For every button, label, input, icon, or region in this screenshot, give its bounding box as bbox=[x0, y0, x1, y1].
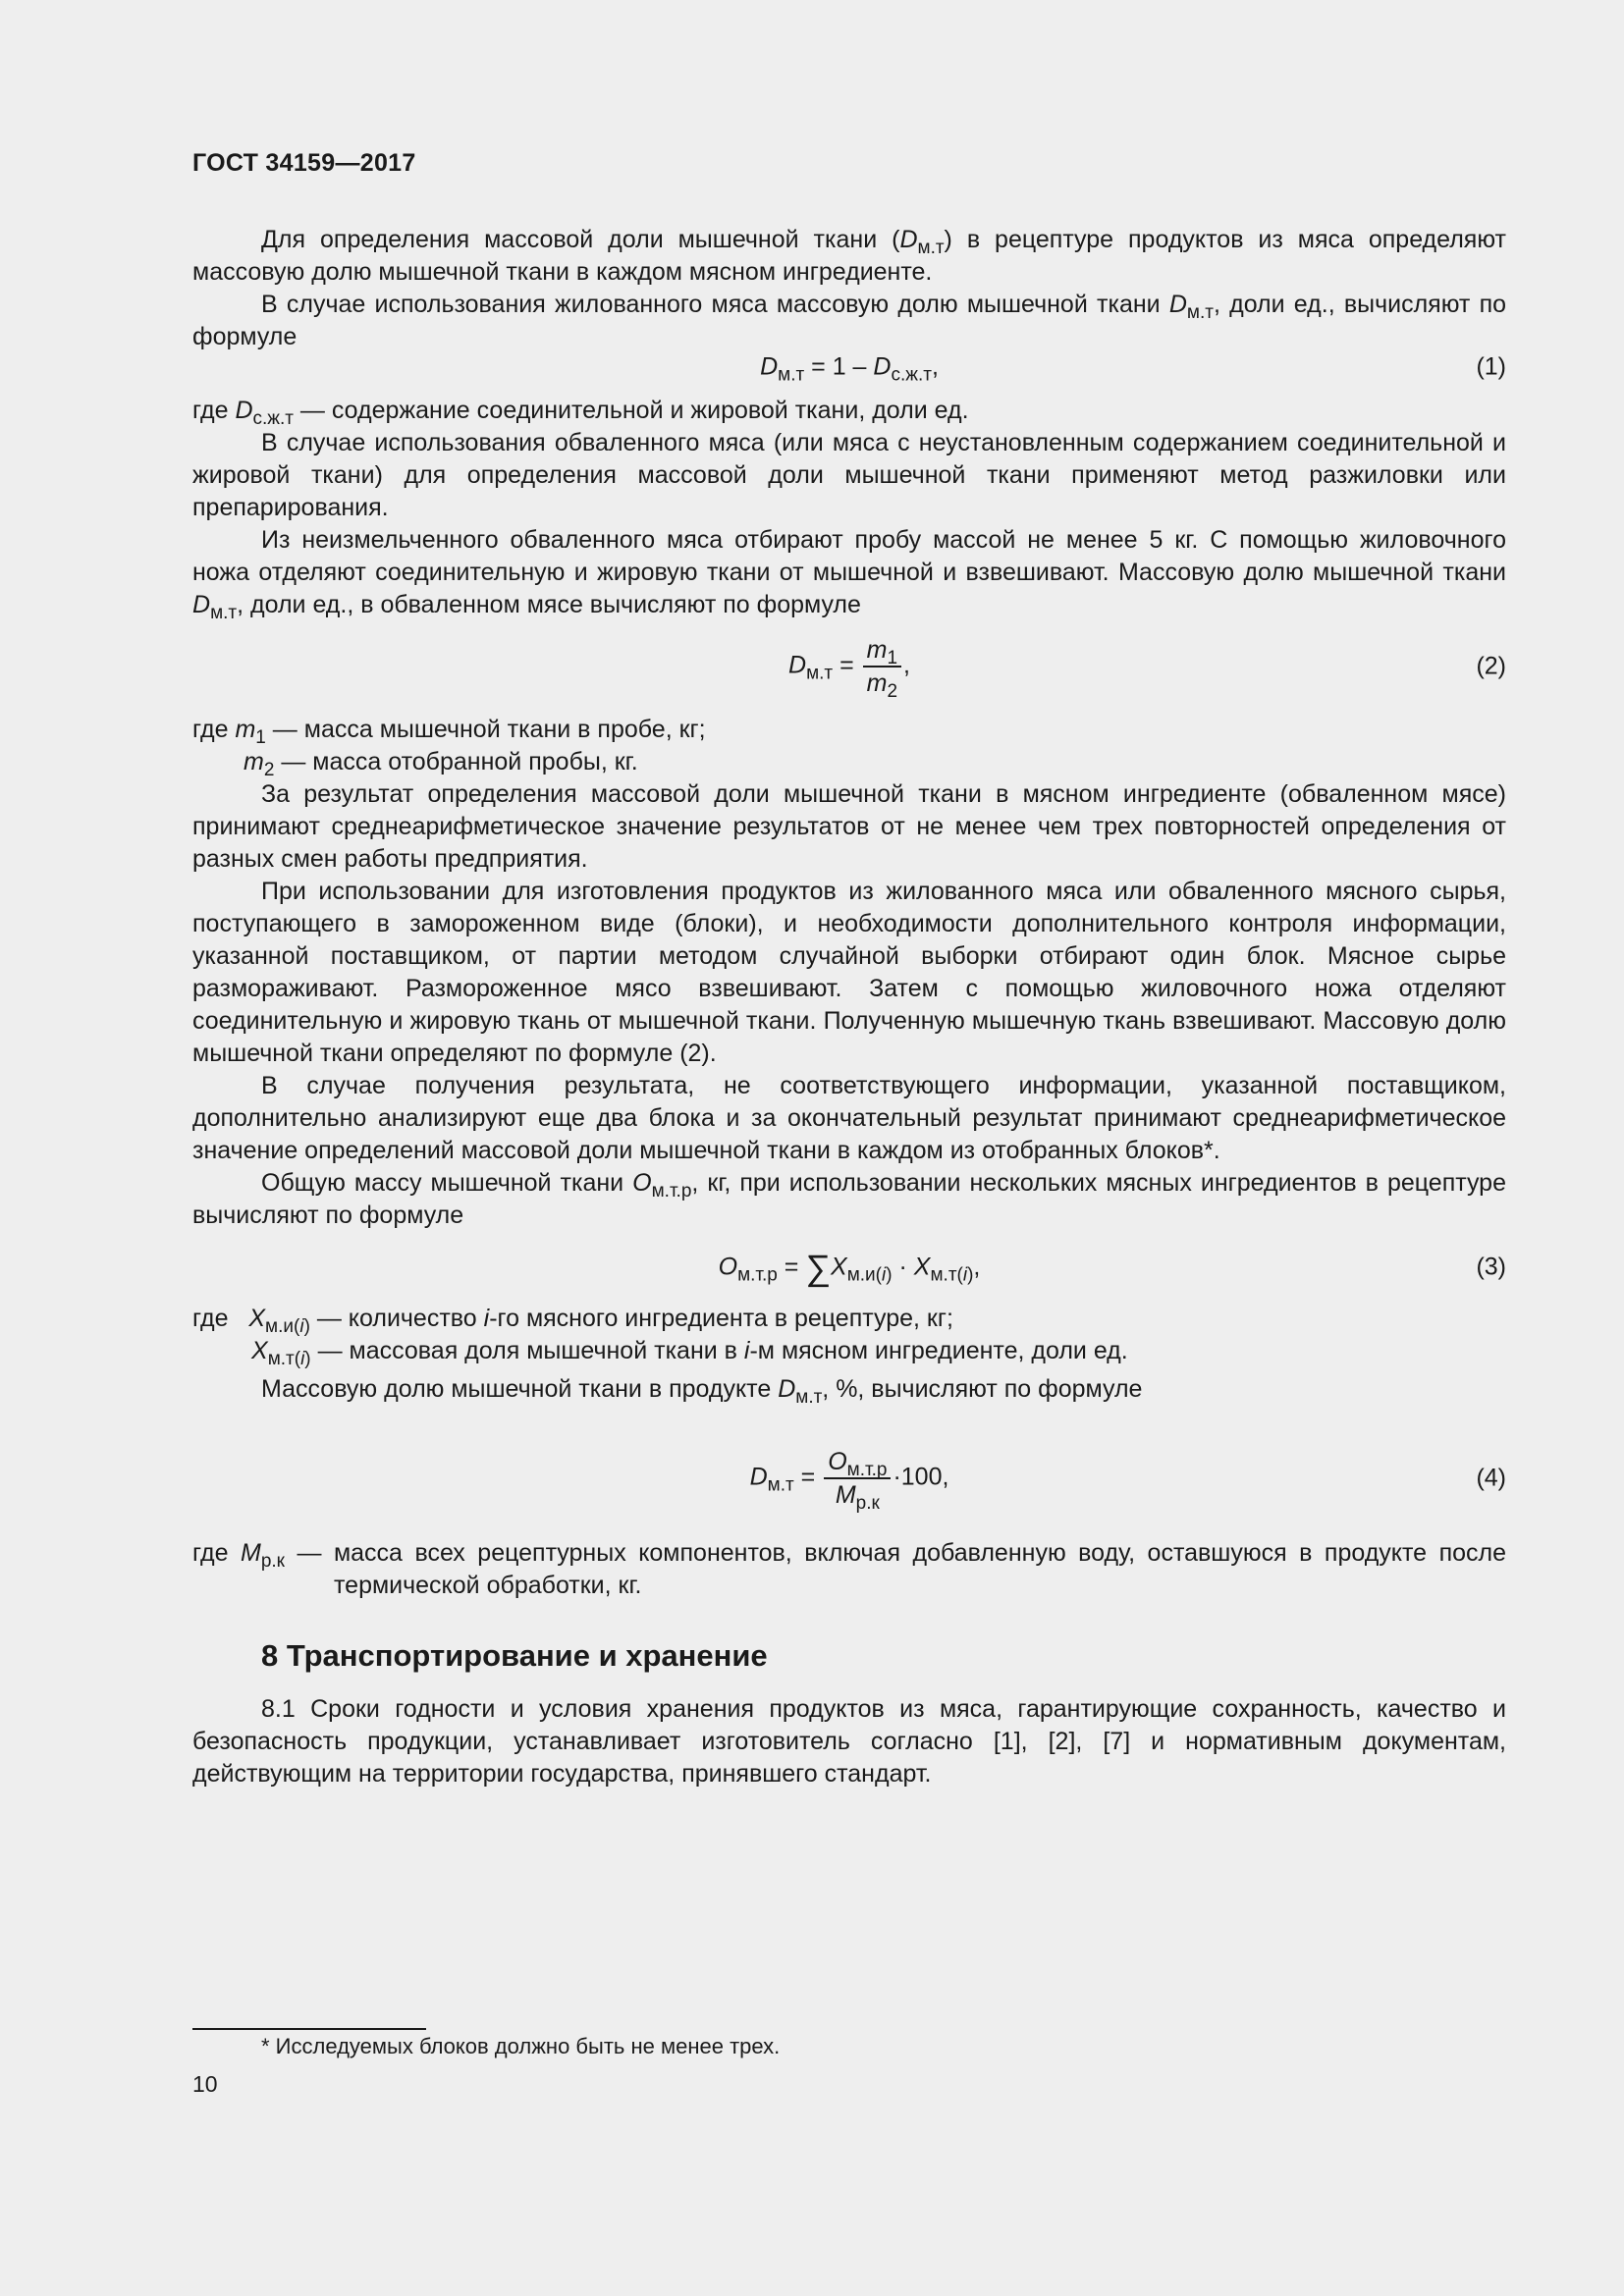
formula-3-number: (3) bbox=[1476, 1253, 1506, 1281]
text: , bbox=[931, 352, 939, 381]
text: ) bbox=[967, 1264, 974, 1286]
page-number: 10 bbox=[192, 2071, 218, 2097]
subscript bbox=[847, 1265, 893, 1286]
where-2-line-1 bbox=[192, 714, 1506, 746]
symbol: m bbox=[866, 636, 888, 664]
subscript: 2 bbox=[887, 681, 898, 702]
text: Для определения массовой доли мышечной ткани ( bbox=[261, 226, 900, 253]
symbol: M bbox=[835, 1481, 856, 1509]
subscript: м.т bbox=[778, 364, 805, 386]
where-4 bbox=[192, 1537, 1506, 1602]
symbol: X bbox=[831, 1253, 847, 1281]
symbol: D bbox=[760, 352, 779, 381]
symbol: i bbox=[962, 1264, 968, 1286]
paragraph-2 bbox=[192, 289, 1506, 353]
text: — масса мышечной ткани в пробе, кг; bbox=[265, 716, 706, 743]
subscript: м.т.р bbox=[651, 1181, 692, 1201]
paragraph-7: В случае получения результата, не соответствующего информации, указанной поставщиком, дополнительно анализируют еще два блока и за окончательный результат принимают среднеарифметическое значение определений массовой доли мышечной ткани в каждом из отобранных блоков*. bbox=[192, 1072, 1506, 1164]
where-3-line-1 bbox=[192, 1303, 1506, 1335]
subscript bbox=[265, 1316, 310, 1337]
text: · bbox=[892, 1253, 914, 1281]
text: где bbox=[192, 1305, 229, 1332]
subscript: м.т bbox=[1186, 302, 1214, 323]
text: м.т( bbox=[267, 1349, 301, 1369]
subscript: 1 bbox=[255, 727, 266, 748]
subscript: м.т bbox=[795, 1387, 823, 1408]
symbol: D bbox=[1168, 291, 1187, 318]
subscript: м.т bbox=[917, 238, 945, 258]
text: — масса всех рецептурных компонентов, включая добавленную воду, оставшуюся в продукте после термической обработки, кг. bbox=[284, 1539, 1507, 1599]
subscript: с.ж.т bbox=[891, 364, 932, 386]
symbol: D bbox=[778, 1375, 796, 1403]
document-body bbox=[192, 224, 1506, 1790]
footnote: * Исследуемых блоков должно быть не менее трех. bbox=[261, 2034, 781, 2058]
formula-1 bbox=[192, 347, 1506, 387]
section-heading: 8 Транспортирование и хранение bbox=[261, 1638, 768, 1673]
where-2 bbox=[192, 714, 1506, 778]
text: Из неизмельченного обваленного мяса отбирают пробу массой не менее 5 кг. С помощью жиловочного ножа отделяют соединительную и жировую ткани от мышечной и взвешивают. Массовую долю мышечной ткани bbox=[192, 526, 1506, 586]
symbol: i bbox=[299, 1316, 304, 1337]
sum-symbol: ∑ bbox=[805, 1247, 832, 1288]
denominator bbox=[863, 667, 901, 702]
text: , %, вычисляют по формуле bbox=[822, 1375, 1143, 1403]
symbol: M bbox=[240, 1539, 261, 1567]
subscript: с.ж.т bbox=[252, 408, 294, 429]
formula-4-number: (4) bbox=[1476, 1464, 1506, 1492]
subscript bbox=[930, 1265, 973, 1286]
text: — количество bbox=[309, 1305, 484, 1332]
symbol: O bbox=[632, 1169, 652, 1197]
symbol: m bbox=[866, 669, 888, 697]
where-1 bbox=[192, 395, 1506, 427]
text: где bbox=[192, 1539, 241, 1567]
symbol: i bbox=[483, 1305, 490, 1332]
fraction bbox=[824, 1448, 891, 1514]
formula-3-body bbox=[192, 1247, 1506, 1288]
subscript: р.к bbox=[260, 1551, 285, 1572]
text: ) bbox=[886, 1264, 893, 1286]
text: -м мясном ингредиенте, доли ед. bbox=[749, 1337, 1128, 1364]
text: м.и( bbox=[265, 1316, 300, 1337]
symbol: i bbox=[743, 1337, 750, 1364]
paragraph-3: В случае использования обваленного мяса (или мяса с неустановленным содержанием соединительной и жировой ткани) для определения массовой доли мышечной ткани применяют метод разжиловки или препарирования. bbox=[192, 429, 1506, 521]
symbol: D bbox=[899, 226, 918, 253]
symbol: X bbox=[251, 1337, 268, 1364]
symbol: m bbox=[235, 716, 256, 743]
text: = bbox=[793, 1463, 823, 1491]
symbol: O bbox=[828, 1448, 847, 1475]
footnote-divider bbox=[192, 2028, 426, 2030]
numerator bbox=[863, 636, 901, 667]
denominator bbox=[824, 1479, 891, 1514]
text: -го мясного ингредиента в рецептуре, кг; bbox=[489, 1305, 953, 1332]
subscript: 2 bbox=[263, 760, 275, 780]
where-3-line-2 bbox=[192, 1335, 1506, 1367]
fraction bbox=[863, 636, 901, 702]
subscript: м.т.р bbox=[846, 1460, 888, 1480]
formula-1-body bbox=[192, 351, 1506, 384]
text: — содержание соединительной и жировой ткани, доли ед. bbox=[293, 397, 969, 424]
subscript: м.т bbox=[767, 1474, 794, 1496]
text: где bbox=[192, 716, 229, 743]
formula-2-number: (2) bbox=[1476, 652, 1506, 680]
paragraph-4 bbox=[192, 524, 1506, 621]
formula-4-body bbox=[192, 1448, 1506, 1514]
formula-1-number: (1) bbox=[1476, 352, 1506, 381]
symbol: X bbox=[248, 1305, 266, 1332]
subscript: м.т.р bbox=[737, 1264, 778, 1286]
text: ·100, bbox=[893, 1463, 949, 1491]
text: — массовая доля мышечной ткани в bbox=[310, 1337, 744, 1364]
symbol: O bbox=[718, 1253, 738, 1281]
symbol: i bbox=[300, 1349, 305, 1369]
text: = 1 – bbox=[804, 352, 874, 381]
subscript: м.т bbox=[806, 663, 834, 684]
paragraph-6: При использовании для изготовления продуктов из жилованного мяса или обваленного мясного сырья, поступающего в замороженном виде (блоки), и необходимости дополнительного контроля информации, указанной поставщиком, от партии методом случайной выборки отбирают один блок. Мясное сырье размораживают. Размороженное мясо взвешивают. Затем с помощью жиловочного ножа отделяют соединительную и жировую ткань от мышечной ткани. Полученную мышечную ткань взвешивают. Массовую долю мышечной ткани определяют по формуле (2). bbox=[192, 878, 1506, 1067]
text: м.т( bbox=[930, 1264, 963, 1286]
formula-2-body bbox=[192, 636, 1506, 702]
subscript: р.к bbox=[855, 1493, 880, 1514]
text: Общую массу мышечной ткани bbox=[261, 1169, 633, 1197]
text: , доли ед., вычисляют по формуле bbox=[192, 291, 1507, 350]
where-3 bbox=[192, 1303, 1506, 1367]
text: В случае использования жилованного мяса массовую долю мышечной ткани bbox=[261, 291, 1169, 318]
symbol: X bbox=[913, 1253, 931, 1281]
text: , bbox=[973, 1253, 981, 1281]
where-2-line-2 bbox=[192, 746, 1506, 778]
symbol: D bbox=[192, 591, 211, 618]
symbol: D bbox=[749, 1463, 768, 1491]
text: = bbox=[833, 651, 861, 679]
text: , bbox=[903, 651, 910, 679]
symbol: D bbox=[788, 651, 807, 679]
formula-2 bbox=[192, 627, 1506, 706]
text: где bbox=[192, 397, 236, 424]
text: , доли ед., в обваленном мясе вычисляют по формуле bbox=[237, 591, 861, 618]
paragraph-10: 8.1 Сроки годности и условия хранения продуктов из мяса, гарантирующие сохранность, качество и безопасность продукции, устанавливает изготовитель согласно [1], [2], [7] и нормативным документам, действующим на территории государства, принявшего стандарт. bbox=[192, 1695, 1506, 1788]
text: , кг, при использовании нескольких мясных ингредиентов в рецептуре вычисляют по формуле bbox=[192, 1169, 1506, 1229]
symbol: i bbox=[882, 1264, 887, 1286]
numerator bbox=[824, 1448, 891, 1479]
symbol: D bbox=[873, 352, 892, 381]
text: м.и( bbox=[846, 1264, 883, 1286]
document-header: ГОСТ 34159—2017 bbox=[192, 149, 416, 177]
text: Массовую долю мышечной ткани в продукте bbox=[261, 1375, 779, 1403]
paragraph-9 bbox=[192, 1373, 1506, 1406]
paragraph-1 bbox=[192, 224, 1506, 289]
symbol: D bbox=[235, 397, 253, 424]
paragraph-5: За результат определения массовой доли мышечной ткани в мясном ингредиенте (обваленном мясе) принимают среднеарифметическое значение результатов от не менее чем трех повторностей определения от разных смен работы предприятия. bbox=[192, 780, 1506, 873]
formula-3 bbox=[192, 1236, 1506, 1299]
text: ) bbox=[304, 1349, 311, 1369]
paragraph-8 bbox=[192, 1167, 1506, 1232]
symbol: m bbox=[244, 748, 264, 775]
text: ) в рецептуре продуктов из мяса определяют массовую долю мышечной ткани в каждом мясном ингредиенте. bbox=[192, 226, 1506, 286]
subscript: 1 bbox=[887, 648, 898, 668]
text: — масса отобранной пробы, кг. bbox=[274, 748, 638, 775]
subscript bbox=[268, 1349, 311, 1369]
text: ) bbox=[303, 1316, 310, 1337]
subscript: м.т bbox=[210, 603, 238, 623]
formula-4 bbox=[192, 1429, 1506, 1527]
text: = bbox=[777, 1253, 806, 1281]
